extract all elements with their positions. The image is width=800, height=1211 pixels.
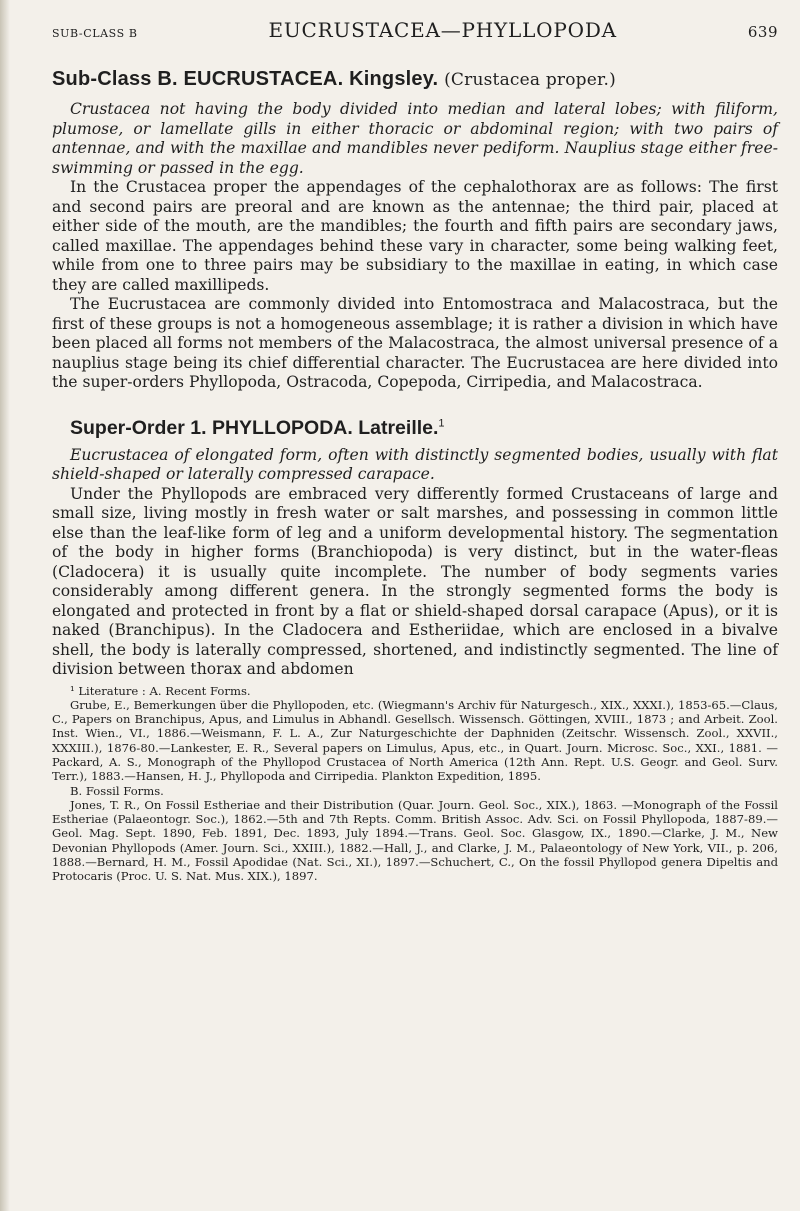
page-number: 639 — [747, 23, 778, 41]
footnote-recent-forms: Grube, E., Bemerkungen über die Phyllopoden, etc. (Wiegmann's Archiv für Naturgesch., XIX., XXXI.), 1853-65.—Claus, C., Papers on Branchipus, Apus, and Limulus in Abhandl. Gesellsch. Wissensch. Göttingen, XVIII., 1873 ; and Arbeit. Zool. Inst. Wien., VI., 1886.—Weismann, F. L. A., Zur Naturgeschichte der Daphniden (Zeitschr. Wissensch. Zool., XXVII., XXXIII.), 1876-80.—Lankester, E. R., Several papers on Limulus, Apus, etc., in Quart. Journ. Microsc. Soc., XXI., 1881. —Packard, A. S., Monograph of the Phyllopod Crustacea of North America (12th Ann. Rept. U.S. Geogr. and Geol. Surv. Terr.), 1883.—Hansen, H. J., Phyllopoda and Cirripedia. Plankton Expedition, 1895. — [52, 697, 778, 784]
superorder-title: Super-Order 1. PHYLLOPODA. Latreille. — [70, 416, 439, 439]
footnote-marker: 1 — [438, 417, 445, 429]
footnote-fossil-forms: Jones, T. R., On Fossil Estheriae and their Distribution (Quar. Journ. Geol. Soc., XIX.), 1863. —Monograph of the Fossil Estheriae (Palaeontogr. Soc.), 1862.—5th and 7th Repts. Comm. British Assoc. Adv. Sci. on Fossil Phyllopoda, 1887-89.—Geol. Mag. Sept. 1890, Feb. 1891, Dec. 1893, July 1894.—Trans. Geol. Soc. Glasgow, IX., 1890.—Clarke, J. M., New Devonian Phyllopods (Amer. Journ. Sci., XXIII.), 1882.—Hall, J., and Clarke, J. M., Palaeontology of New York, VII., p. 206, 1888.—Bernard, H. M., Fossil Apodidae (Nat. Sci., XI.), 1897.—Schuchert, C., On the fossil Phyllopod genera Dipeltis and Protocaris (Proc. U. S. Nat. Mus. XIX.), 1897. — [52, 797, 778, 884]
superorder-paragraph-1: Under the Phyllopods are embraced very differently formed Crustaceans of large and small size, living mostly in fresh water or salt marshes, and possessing in common little else than the leaf-like form of leg and a uniform developmental history. The segmentation of the body in higher forms (Branchiopoda) is very distinct, but in the water-fleas (Cladocera) it is usually quite incomplete. The number of body segments varies considerably among different genera. In the strongly segmented forms the body is elongated and protected in front by a flat or shield-shaped dorsal carapace (Apus), or it is naked (Branchipus). In the Cladocera and Estheriidae, which are enclosed in a bivalve shell, the body is laterally compressed, shortened, and indistinctly segmented. The line of division between thorax and abdomen — [52, 484, 778, 678]
subclass-subtitle: (Crustacea proper.) — [444, 70, 616, 90]
book-page — [52, 18, 778, 884]
footnotes — [52, 684, 778, 884]
subclass-paragraph-1: In the Crustacea proper the appendages of the cephalothorax are as follows: The first and second pairs are preoral and are known as the antennae; the third pair, placed at either side of the mouth, are the mandibles; the fourth and fifth pairs are secondary jaws, called maxillae. The appendages behind these vary in character, some being walking feet, while from one to three pairs may be subsidiary to the maxillae in eating, in which case they are called maxillipeds. — [52, 178, 778, 294]
subclass-title: Sub-Class B. EUCRUSTACEA. Kingsley. — [52, 68, 439, 90]
subclass-paragraph-2: The Eucrustacea are commonly divided into Entomostraca and Malacostraca, but the first of these groups is not a homogeneous assemblage; it is rather a division in which have been placed all forms not members of the Malacostraca, the almost universal presence of a nauplius stage being its chief differential character. The Eucrustacea are here divided into the super-orders Phyllopoda, Ostracoda, Copepoda, Cirripedia, and Malacostraca. — [52, 295, 778, 391]
running-head-left: SUB-CLASS B — [52, 27, 138, 40]
footnote-literature-label: ¹ Literature : A. Recent Forms. — [70, 683, 251, 698]
running-head-title: EUCRUSTACEA—PHYLLOPODA — [268, 18, 617, 42]
superorder-definition: Eucrustacea of elongated form, often with distinctly segmented bodies, usually with flat shield-shaped or laterally compressed carapace. — [52, 445, 778, 483]
footnote-fossil-label: B. Fossil Forms. — [70, 783, 164, 798]
subclass-heading — [52, 68, 778, 91]
running-head — [52, 18, 778, 42]
page-edge-shadow — [0, 0, 10, 1211]
subclass-definition: Crustacea not having the body divided into median and lateral lobes; with filiform, plumose, or lamellate gills in either thoracic or abdominal region; with two pairs of antennae, and with the maxillae and mandibles never pediform. Nauplius stage either free-swimming or passed in the egg. — [52, 100, 778, 177]
superorder-heading — [70, 417, 778, 440]
